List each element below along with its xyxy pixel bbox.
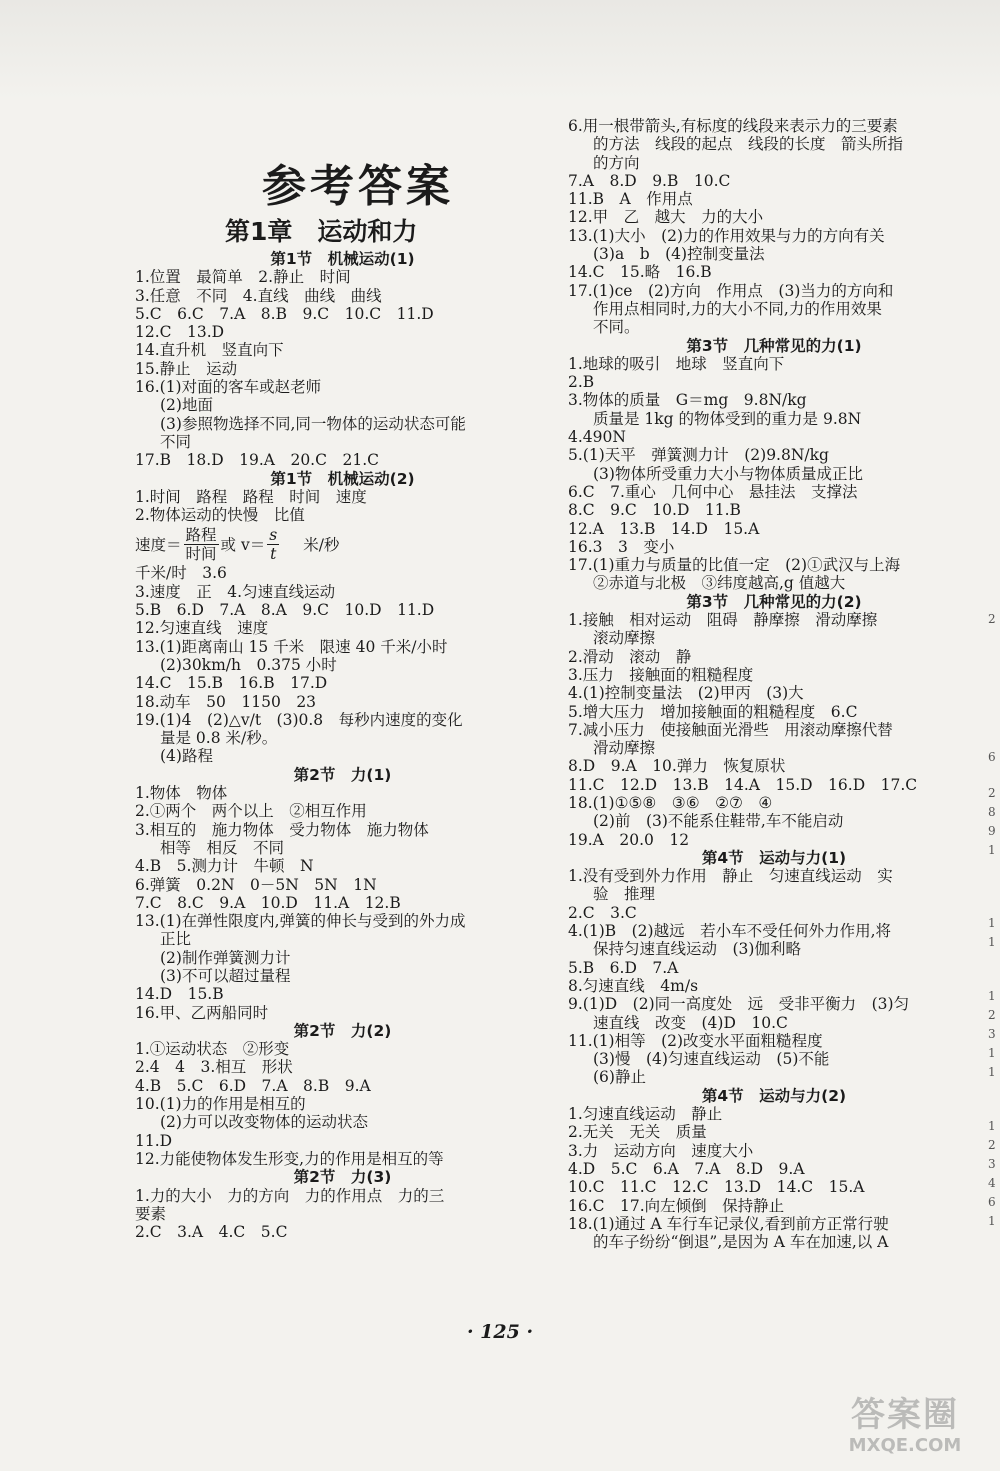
answer-line: 18.动车 50 1150 23 <box>135 692 317 711</box>
answer-line: 12.A 13.B 14.D 15.A <box>568 519 760 538</box>
answer-line: ②赤道与北极 ③纬度越高,g 值越大 <box>593 574 846 593</box>
answer-line: (2)制作弹簧测力计 <box>160 948 291 967</box>
answer-line: 正比 <box>160 930 192 949</box>
answer-line: 2.无关 无关 质量 <box>568 1123 707 1142</box>
fraction-numerator: 路程 <box>185 525 217 544</box>
answer-line: (3)参照物选择不同,同一物体的运动状态可能 <box>160 414 466 433</box>
answer-line: (2)力可以改变物体的运动状态 <box>160 1113 368 1132</box>
answer-line: 14.C 15.略 16.B <box>568 263 712 282</box>
answer-line: 2.C 3.C <box>568 903 637 922</box>
answer-line: 保持匀速直线运动 (3)伽利略 <box>593 940 801 959</box>
section-heading: 第3节 几种常见的力(2) <box>686 592 862 611</box>
answer-column-right <box>568 117 980 1251</box>
answer-line: 15.静止 运动 <box>135 359 238 378</box>
answer-line: 13.(1)大小 (2)力的作用效果与力的方向有关 <box>568 226 885 245</box>
answer-line: 作用点相同时,力的大小不同,力的作用效果 <box>593 299 882 318</box>
answer-line: 14.D 15.B <box>135 985 224 1004</box>
answer-line: 14.C 15.B 16.B 17.D <box>135 674 328 693</box>
fraction-denominator: t <box>270 544 277 563</box>
answer-line: 4.490N <box>568 428 626 447</box>
answer-line: 4.B 5.测力计 牛顿 N <box>135 857 314 876</box>
page-title: 参考答案 <box>262 161 454 212</box>
answer-line: 的车子纷纷“倒退”,是因为 A 车在加速,以 A <box>593 1233 889 1252</box>
next-page-edge: 2 6 2 8 9 1 1 1 1 2 3 1 1 1 2 3 4 6 1 <box>988 612 996 1228</box>
answer-line: 1.物体 物体 <box>135 784 228 803</box>
answer-line: 16.甲、乙两船同时 <box>135 1003 269 1022</box>
answer-line: 19.(1)4 (2)△v/t (3)0.8 每秒内速度的变化 <box>135 710 463 729</box>
answer-line: 千米/时 3.6 <box>135 564 227 583</box>
answer-line: 2.C 3.A 4.C 5.C <box>135 1223 288 1242</box>
answer-line: 11.D <box>135 1131 173 1150</box>
fraction-s-t <box>267 526 279 563</box>
watermark-logo <box>820 1395 990 1465</box>
answer-line: 11.C 12.D 13.B 14.A 15.D 16.D 17.C <box>568 775 918 794</box>
answer-line: 6.弹簧 0.2N 0－5N 5N 1N <box>135 875 377 894</box>
answer-line: 16.C 17.向左倾倒 保持静止 <box>568 1196 785 1215</box>
answer-line: 7.减小压力 使接触面光滑些 用滚动摩擦代替 <box>568 720 893 739</box>
answer-line: 2.滑动 滚动 静 <box>568 647 692 666</box>
answer-line: 6.C 7.重心 几何中心 悬挂法 支撑法 <box>568 482 858 501</box>
answer-line: 3.物体的质量 G＝mg 9.8N/kg <box>568 391 807 410</box>
answer-line: 滚动摩擦 <box>593 629 656 648</box>
answer-line: 17.B 18.D 19.A 20.C 21.C <box>135 451 379 470</box>
answer-line: (2)前 (3)不能系住鞋带,车不能启动 <box>593 812 844 831</box>
page-number: · 125 · <box>466 1321 534 1343</box>
answer-line: 12.甲 乙 越大 力的大小 <box>568 208 764 227</box>
section-heading: 第3节 几种常见的力(1) <box>686 336 862 355</box>
answer-line: 18.(1)通过 A 车行车记录仪,看到前方正常行驶 <box>568 1214 889 1233</box>
answer-line: 12.C 13.D <box>135 323 225 342</box>
answer-line: 5.B 6.D 7.A <box>568 958 679 977</box>
answer-line: 5.增大压力 增加接触面的粗糙程度 6.C <box>568 702 858 721</box>
formula-prefix: 速度＝ <box>135 536 182 555</box>
answer-line: 18.(1)①⑤⑧ ③⑥ ②⑦ ④ <box>568 793 773 812</box>
answer-line: (6)静止 <box>593 1068 646 1087</box>
answer-line: 速直线 改变 (4)D 10.C <box>593 1013 788 1032</box>
answer-line: 不同 <box>160 432 192 451</box>
answer-line: (2)30km/h 0.375 小时 <box>160 655 337 674</box>
answer-line: 4.B 5.C 6.D 7.A 8.B 9.A <box>135 1076 371 1095</box>
answer-line: 13.(1)在弹性限度内,弹簧的伸长与受到的外力成 <box>135 912 466 931</box>
answer-line: 12.力能使物体发生形变,力的作用是相互的等 <box>135 1149 444 1168</box>
answer-line: 3.压力 接触面的粗糙程度 <box>568 665 754 684</box>
answer-line: 3.速度 正 4.匀速直线运动 <box>135 582 336 601</box>
answer-line: 10.C 11.C 12.C 13.D 14.C 15.A <box>568 1178 865 1197</box>
answer-line: 10.(1)力的作用是相互的 <box>135 1095 306 1114</box>
answer-line: 7.A 8.D 9.B 10.C <box>568 171 731 190</box>
answer-line: (4)路程 <box>160 747 213 766</box>
answer-line: 的方向 <box>593 153 640 172</box>
answer-line: (3)物体所受重力大小与物体质量成正比 <box>593 464 863 483</box>
speed-formula <box>135 524 550 564</box>
answer-line: 9.(1)D (2)同一高度处 远 受非平衡力 (3)匀 <box>568 995 910 1014</box>
answer-line: 量是 0.8 米/秒。 <box>160 729 278 748</box>
section-heading: 第2节 力(2) <box>293 1021 392 1040</box>
answer-line: 1.①运动状态 ②形变 <box>135 1040 290 1059</box>
answer-line: 1.没有受到外力作用 静止 匀速直线运动 实 <box>568 867 893 886</box>
answer-line: 2.4 4 3.相互 形状 <box>135 1058 293 1077</box>
answer-line: 2.①两个 两个以上 ②相互作用 <box>135 802 367 821</box>
answer-line: 验 推理 <box>593 885 656 904</box>
answer-line: 14.直升机 竖直向下 <box>135 341 284 360</box>
answer-line: 1.时间 路程 路程 时间 速度 <box>135 487 367 506</box>
answer-line: 7.C 8.C 9.A 10.D 11.A 12.B <box>135 893 401 912</box>
section-heading: 第4节 运动与力(1) <box>701 848 847 867</box>
answer-line: 1.接触 相对运动 阻碍 静摩擦 滑动摩擦 <box>568 611 878 630</box>
answer-line: 4.(1)控制变量法 (2)甲丙 (3)大 <box>568 684 804 703</box>
answer-line: 相等 相反 不同 <box>160 838 285 857</box>
answer-line: 12.匀速直线 速度 <box>135 619 269 638</box>
answer-line: 1.力的大小 力的方向 力的作用点 力的三 <box>135 1186 445 1205</box>
answer-line: 19.A 20.0 12 <box>568 830 690 849</box>
formula-or: 或 v＝ <box>220 536 266 555</box>
answer-line: 4.(1)B (2)越远 若小车不受任何外力作用,将 <box>568 922 892 941</box>
answer-line: (3)慢 (4)匀速直线运动 (5)不能 <box>593 1050 830 1069</box>
answer-line: 6.用一根带箭头,有标度的线段来表示力的三要素 <box>568 117 898 135</box>
section-heading: 第4节 运动与力(2) <box>701 1086 847 1105</box>
answer-line: 2.B <box>568 373 595 392</box>
answer-line: 要素 <box>135 1204 167 1223</box>
answer-line: 13.(1)距离南山 15 千米 限速 40 千米/小时 <box>135 637 448 656</box>
section-heading: 第2节 力(1) <box>293 765 392 784</box>
formula-unit: 米/秒 <box>303 536 340 555</box>
section-heading: 第1节 机械运动(2) <box>270 469 415 488</box>
answer-line: (3)不可以超过量程 <box>160 966 291 985</box>
answer-line: 8.C 9.C 10.D 11.B <box>568 501 741 520</box>
answer-line: 8.D 9.A 10.弹力 恢复原状 <box>568 757 786 776</box>
answer-line: 16.(1)对面的客车或赵老师 <box>135 378 322 397</box>
answer-line: 5.(1)天平 弹簧测力计 (2)9.8N/kg <box>568 446 829 465</box>
fraction-denominator: 时间 <box>185 544 217 563</box>
fraction-distance-time <box>184 526 219 563</box>
answer-line: (2)地面 <box>160 396 213 415</box>
watermark-url: MXQE.COM <box>848 1435 962 1456</box>
section-heading: 第1节 机械运动(1) <box>270 250 415 268</box>
answer-line: 2.物体运动的快慢 比值 <box>135 506 305 525</box>
page-top-shading <box>0 0 1000 100</box>
answer-line: 的方法 线段的起点 线段的长度 箭头所指 <box>593 135 904 154</box>
answer-line: 5.B 6.D 7.A 8.A 9.C 10.D 11.D <box>135 601 435 620</box>
answer-column-left <box>135 250 550 1241</box>
answer-line: (3)a b (4)控制变量法 <box>593 245 765 264</box>
answer-line: 1.地球的吸引 地球 竖直向下 <box>568 354 785 373</box>
answer-line: 3.力 运动方向 速度大小 <box>568 1141 754 1160</box>
answer-line: 不同。 <box>593 318 640 337</box>
answer-line: 质量是 1kg 的物体受到的重力是 9.8N <box>593 409 862 428</box>
answer-line: 3.任意 不同 4.直线 曲线 曲线 <box>135 286 382 305</box>
fraction-numerator: s <box>269 525 278 544</box>
section-heading: 第2节 力(3) <box>293 1168 392 1187</box>
answer-line: 1.匀速直线运动 静止 <box>568 1105 723 1124</box>
answer-line: 滑动摩擦 <box>593 739 656 758</box>
answer-line: 17.(1)ce (2)方向 作用点 (3)当力的方向和 <box>568 281 894 300</box>
answer-line: 1.位置 最简单 2.静止 时间 <box>135 268 351 287</box>
answer-line: 11.(1)相等 (2)改变水平面粗糙程度 <box>568 1031 823 1050</box>
answer-line: 16.3 3 变小 <box>568 537 675 556</box>
chapter-heading: 第1章 运动和力 <box>225 217 418 246</box>
watermark-text: 答案圈 <box>851 1395 959 1435</box>
answer-line: 4.D 5.C 6.A 7.A 8.D 9.A <box>568 1159 805 1178</box>
answer-line: 3.相互的 施力物体 受力物体 施力物体 <box>135 820 429 839</box>
answer-line: 17.(1)重力与质量的比值一定 (2)①武汉与上海 <box>568 556 901 575</box>
answer-line: 5.C 6.C 7.A 8.B 9.C 10.C 11.D <box>135 304 434 323</box>
answer-line: 11.B A 作用点 <box>568 190 693 209</box>
answer-line: 8.匀速直线 4m/s <box>568 976 699 995</box>
